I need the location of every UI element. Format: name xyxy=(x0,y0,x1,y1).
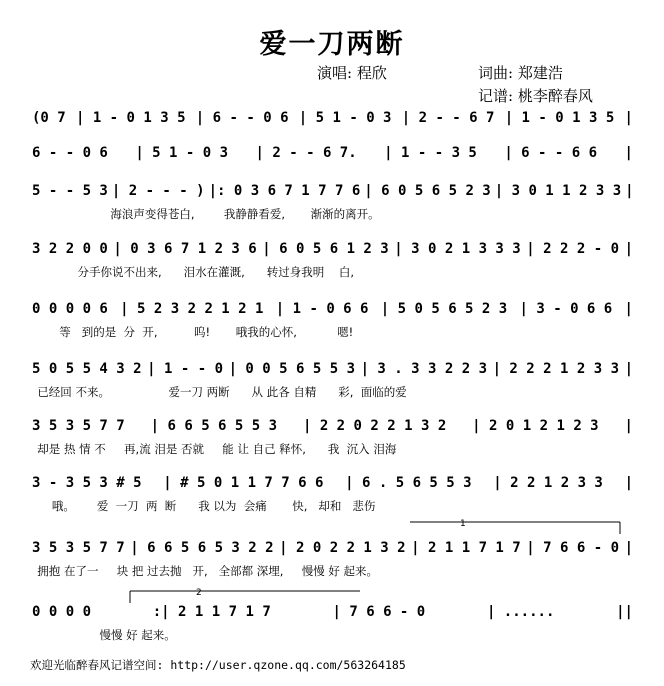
score-row xyxy=(30,238,635,260)
lyric-line: 已经回 不来。 爱一刀 两断 从 此各 自精 彩, 面临的爱 xyxy=(30,385,407,399)
measure: | 5 1 - 0 3 xyxy=(298,110,392,126)
score-row xyxy=(30,107,635,129)
measure: | 2 0 1 2 1 2 3 xyxy=(472,418,599,434)
score-row xyxy=(30,601,635,623)
lyric-line: 分手你说不出来, 泪水在灌溉, 转过身我明 白, xyxy=(30,265,354,279)
measure: | 5 0 5 6 5 2 3 xyxy=(380,301,508,317)
measure: | 2 0 2 2 1 3 2 xyxy=(279,540,406,556)
score-row xyxy=(30,142,635,164)
measure: | 6 - - 6 6 xyxy=(504,145,598,161)
score-row xyxy=(30,472,635,494)
measure: | 2 2 2 - 0 xyxy=(526,241,619,257)
transcriber-credit: 记谱: 桃李醉春风 xyxy=(478,87,593,105)
measure: | xyxy=(624,361,633,377)
measure: | 2 2 2 1 2 3 3 xyxy=(492,361,619,377)
measure: | 6 . 5 6 5 5 3 xyxy=(345,475,472,491)
measure: 0 0 0 0 xyxy=(32,604,92,620)
measure: | xyxy=(624,475,633,491)
measure: | 0 3 6 7 1 2 3 6 xyxy=(113,241,257,257)
measure: 5 0 5 5 4 3 2 xyxy=(32,361,142,377)
measure: | 3 - 0 6 6 xyxy=(519,301,613,317)
footer-note: 欢迎光临醉春风记谱空间: http://user.qzone.qq.com/563264185 xyxy=(30,658,406,672)
measure: :| 2 1 1 7 1 7 xyxy=(152,604,271,620)
measure: 3 2 2 0 0 xyxy=(32,241,108,257)
measure: | 2 - - 6 7. xyxy=(255,145,357,161)
lyric-line: 哦。 爱 一刀 两 断 我 以为 会痛 快, 却和 悲伤 xyxy=(30,499,376,513)
measure: | 6 6 5 6 5 5 3 xyxy=(150,418,278,434)
lyric-line: 等 到的是 分 开, 呜! 哦我的心怀, 嗯! xyxy=(30,325,354,339)
lyric-line: 海浪声变得苍白, 我静静看爱, 渐渐的离开。 xyxy=(30,207,380,221)
score-row xyxy=(30,537,635,559)
measure: | 7 6 6 - 0 xyxy=(332,604,426,620)
measure: | 2 2 1 2 3 3 xyxy=(493,475,603,491)
volta-1-label: 1 xyxy=(460,519,466,529)
lyric-line: 拥抱 在了一 块 把 过去抛 开, 全部都 深埋, 慢慢 好 起来。 xyxy=(30,564,379,578)
measure: | 7 6 6 - 0 xyxy=(526,540,619,556)
measure: | 3 0 2 1 3 3 3 xyxy=(394,241,521,257)
measure: | 1 - - 0 xyxy=(147,361,223,377)
measure: | xyxy=(624,145,633,161)
measure: | 1 - 0 6 6 xyxy=(275,301,369,317)
measure: 3 - 3 5 3 # 5 xyxy=(32,475,142,491)
measure: | 1 - 0 1 3 5 xyxy=(504,110,615,126)
measure: | 6 0 5 6 1 2 3 xyxy=(262,241,389,257)
measure: | # 5 0 1 1 7 7 6 6 xyxy=(163,475,324,491)
measure: | 1 - 0 1 3 5 xyxy=(75,110,186,126)
measure: | xyxy=(625,183,634,199)
measure: | 2 2 0 2 2 1 3 2 xyxy=(302,418,447,434)
lyric-line: 慢慢 好 起来。 xyxy=(30,628,176,642)
singer-credit: 演唱: 程欣 xyxy=(317,64,387,82)
measure: | 5 1 - 0 3 xyxy=(135,145,229,161)
score-row xyxy=(30,298,635,320)
measure: | xyxy=(624,540,633,556)
measure: 6 - - 0 6 xyxy=(32,145,108,161)
measure: | 2 1 1 7 1 7 xyxy=(411,540,521,556)
measure: | 6 6 5 6 5 3 2 2 xyxy=(130,540,274,556)
measure: | 2 - - 6 7 xyxy=(401,110,495,126)
composer-credit: 词曲: 郑建浩 xyxy=(478,64,563,82)
measure: | ...... xyxy=(486,604,555,620)
measure: |: 0 3 6 7 1 7 7 6 xyxy=(208,183,361,199)
measure: | xyxy=(624,110,633,126)
measure: 0 0 0 0 6 xyxy=(32,301,108,317)
measure: | 5 2 3 2 2 1 2 1 xyxy=(120,301,264,317)
measure: 5 - - 5 3 xyxy=(32,183,108,199)
score-row xyxy=(30,415,635,437)
song-title: 爱一刀两断 xyxy=(259,29,405,60)
measure: | 6 0 5 6 5 2 3 xyxy=(364,183,491,199)
volta-2-label: 2 xyxy=(196,588,202,598)
measure: | xyxy=(624,418,633,434)
measure: 3 5 3 5 7 7 xyxy=(32,540,125,556)
measure: | 6 - - 0 6 xyxy=(195,110,289,126)
measure: 3 5 3 5 7 7 xyxy=(32,418,125,434)
measure: (0 7 xyxy=(32,110,66,126)
measure: || xyxy=(616,604,633,620)
score-row xyxy=(30,180,635,202)
measure: | xyxy=(624,301,633,317)
measure: | 3 0 1 1 2 3 3 xyxy=(494,183,622,199)
score-row xyxy=(30,358,635,380)
measure: | xyxy=(624,241,633,257)
measure: | 1 - - 3 5 xyxy=(384,145,477,161)
measure: | 0 0 5 6 5 5 3 xyxy=(228,361,355,377)
lyric-line: 却是 热 情 不 再,流 泪是 否就 能 让 自己 释怀, 我 沉入 泪海 xyxy=(30,442,397,456)
measure: | 2 - - - ) xyxy=(111,183,205,199)
measure: | 3 . 3 3 2 2 3 xyxy=(360,361,487,377)
